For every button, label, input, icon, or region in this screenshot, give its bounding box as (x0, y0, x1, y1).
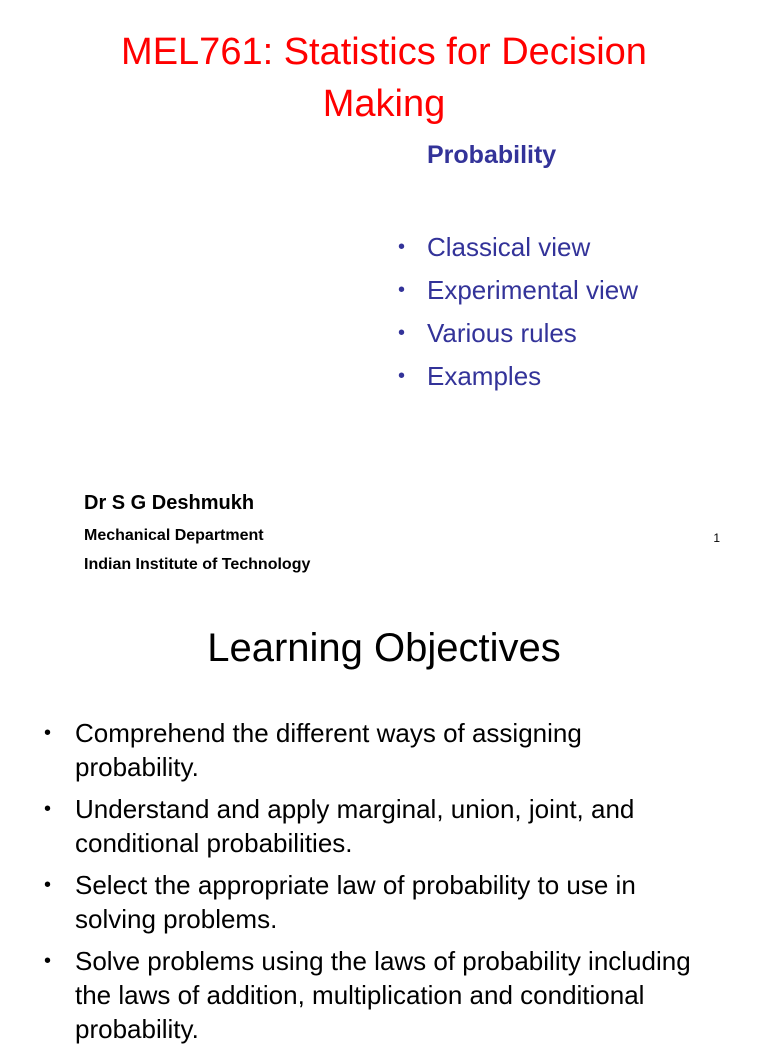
author-name: Dr S G Deshmukh (84, 492, 255, 514)
objective-text: Solve problems using the laws of probability including the laws of addition, multiplication and conditional probability. (75, 946, 691, 1044)
objective-text: Comprehend the different ways of assigning probability. (75, 718, 582, 782)
course-title-line-1: MEL761: Statistics for Decision (121, 31, 647, 73)
topic-item-label: Various rules (427, 318, 577, 348)
slide-title: Learning Objectives (207, 626, 561, 670)
bullet-icon: • (398, 365, 406, 387)
topic-item-label: Experimental view (427, 275, 638, 305)
author-department: Mechanical Department (84, 527, 264, 544)
topic-item (398, 355, 638, 398)
bullet-icon: • (44, 874, 52, 896)
topic-list (398, 226, 638, 398)
topic-item (398, 269, 638, 312)
objective-list (44, 716, 704, 1054)
topic-item-label: Classical view (427, 232, 591, 262)
page-number: 1 (713, 531, 720, 545)
course-title (0, 26, 768, 130)
objective-item (44, 716, 704, 784)
bullet-icon: • (44, 798, 52, 820)
objective-text: Understand and apply marginal, union, joint, and conditional probabilities. (75, 794, 635, 858)
bullet-icon: • (398, 279, 406, 301)
bullet-icon: • (44, 950, 52, 972)
bullet-icon: • (44, 722, 52, 744)
objective-item (44, 944, 704, 1046)
bullet-icon: • (398, 322, 406, 344)
topic-heading: Probability (427, 141, 557, 169)
topic-item (398, 226, 638, 269)
bullet-icon: • (398, 236, 406, 258)
objective-text: Select the appropriate law of probability to use in solving problems. (75, 870, 636, 934)
author-institute: Indian Institute of Technology (84, 556, 311, 573)
topic-item (398, 312, 638, 355)
course-title-line-2: Making (322, 83, 446, 125)
objective-item (44, 868, 704, 936)
objective-item (44, 792, 704, 860)
topic-item-label: Examples (427, 361, 542, 391)
slide-learning-objectives (0, 576, 768, 1044)
